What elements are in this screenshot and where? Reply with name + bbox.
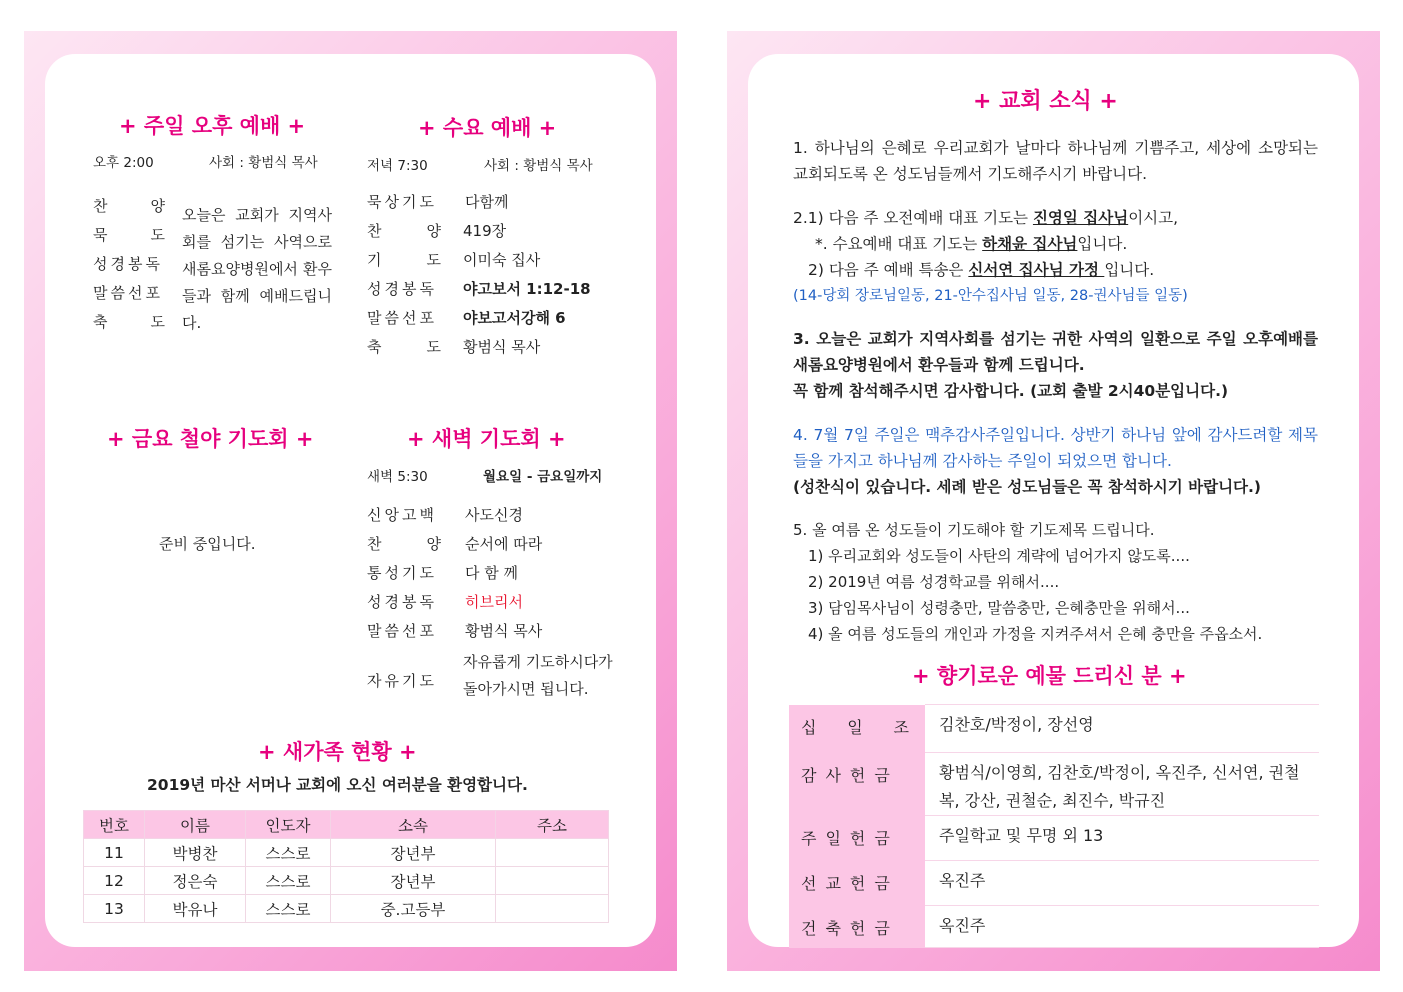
sunday-label-2: 성경봉독 xyxy=(93,255,163,273)
dawn-item: 신앙고백 사도신경 xyxy=(367,506,523,524)
sunday-label-1: 묵 도 xyxy=(93,226,165,244)
col-header: 소속 xyxy=(331,811,496,839)
right-page xyxy=(727,31,1380,971)
wednesday-title: + 수요 예배 + xyxy=(418,116,557,140)
friday-note: 준비 중입니다. xyxy=(159,535,256,553)
table-row: 13 박유나 스스로 중.고등부 xyxy=(84,895,609,923)
sunday-order-labels xyxy=(93,192,165,337)
news-item-3: 3. 오늘은 교회가 지역사회를 섬기는 귀한 사역의 일환으로 주일 오후예배를 새롬요양병원에서 환우들과 함께 드립니다. 꼭 함께 참석해주시면 감사합니다. (교회 출발 2시40분입니다.) xyxy=(793,330,1318,400)
table-row xyxy=(789,861,1319,906)
dawn-item: 말씀선포 황범식 목사 xyxy=(367,622,543,640)
wednesday-item: 찬 양 419장 xyxy=(367,222,507,240)
prayer-item: 3) 담임목사님이 성령충만, 말씀충만, 은혜충만을 위해서... xyxy=(808,599,1190,617)
wednesday-item: 말씀선포 야보고서강해 6 xyxy=(367,309,566,327)
offering-label: 선교헌금 xyxy=(789,861,925,906)
prayer-item: 2) 2019년 여름 성경학교를 위해서.... xyxy=(808,573,1060,591)
dawn-item: 통성기도 다 함 께 xyxy=(367,564,519,582)
dawn-item: 성경봉독 히브리서 xyxy=(367,593,523,611)
dawn-days: 월요일 - 금요일까지 xyxy=(483,469,603,485)
table-row xyxy=(789,705,1319,753)
sunday-message: 오늘은 교회가 지역사회를 섬기는 사역으로 새롬요양병원에서 환우들과 함께 예배드립니다. xyxy=(182,206,332,332)
dawn-title: + 새벽 기도회 + xyxy=(407,427,566,451)
offering-value: 주일학교 및 무명 외 13 xyxy=(925,816,1319,861)
col-header: 이름 xyxy=(145,811,246,839)
wednesday-time: 저녁 7:30 xyxy=(367,158,428,174)
news-title: + 교회 소식 + xyxy=(973,89,1118,114)
offering-label: 주일헌금 xyxy=(789,816,925,861)
offerings-table xyxy=(789,704,1319,948)
sunday-label-0: 찬 양 xyxy=(93,197,165,215)
table-header-row xyxy=(84,811,609,839)
offering-value: 옥진주 xyxy=(925,861,1319,906)
news-item-1: 1. 하나님의 은혜로 우리교회가 날마다 하나님께 기쁨주고, 세상에 소망되는 교회되도록 온 성도님들께서 기도해주시기 바랍니다. xyxy=(793,139,1318,183)
sunday-title: + 주일 오후 예배 + xyxy=(119,114,306,138)
newfamily-title: + 새가족 현황 + xyxy=(258,740,417,764)
wednesday-item: 묵상기도 다함께 xyxy=(367,193,509,211)
dawn-item: 자유기도 자유롭게 기도하시다가 돌아가시면 됩니다. xyxy=(367,653,613,698)
col-header: 번호 xyxy=(84,811,145,839)
offering-label: 십 일 조 xyxy=(801,717,909,737)
dawn-time: 새벽 5:30 xyxy=(367,469,428,485)
table-row xyxy=(789,816,1319,861)
newfamily-welcome: 2019년 마산 서머나 교회에 오신 여러분을 환영합니다. xyxy=(147,776,528,794)
offering-value: 황범식/이영희, 김찬호/박정이, 옥진주, 신서연, 권철복, 강산, 권철순, 최진수, 박규진 xyxy=(925,753,1319,816)
offering-label: 건축헌금 xyxy=(789,906,925,948)
prayer-item: 1) 우리교회와 성도들이 사탄의 계략에 넘어가지 않도록.... xyxy=(808,547,1190,565)
sunday-time: 오후 2:00 xyxy=(93,155,154,171)
friday-title: + 금요 철야 기도회 + xyxy=(107,427,314,451)
news-item-4: 4. 7월 7일 주일은 맥추감사주일입니다. 상반기 하나님 앞에 감사드려할 제목들을 가지고 하나님께 감사하는 주일이 되었으면 합니다. (성찬식이 있습니다. 세례 받은 성도님들은 꼭 참석하시기 바랍니다.) xyxy=(793,426,1318,496)
news-item-2: 2.1) 다음 주 오전예배 대표 기도는 진영일 집사님이시고, *. 수요예배 대표 기도는 하채윤 집사님입니다. 2) 다음 주 예배 특송은 신서연 집사님 가정 입니다. (14-당회 장로님일동, 21-안수집사님 일동, 28-권사님들 일동) xyxy=(793,209,1188,304)
wednesday-item: 성경봉독 야고보서 1:12-18 xyxy=(367,280,591,298)
wednesday-item: 축 도 황범식 목사 xyxy=(367,338,541,356)
offerings-title: + 향기로운 예물 드리신 분 + xyxy=(912,664,1187,688)
prayer-item: 4) 올 여름 성도들의 개인과 가정을 지켜주셔서 은혜 충만을 주옵소서. xyxy=(808,625,1263,643)
table-row xyxy=(789,906,1319,948)
offering-value: 김찬호/박정이, 장선영 xyxy=(925,705,1319,753)
wednesday-leader: 사회 : 황범식 목사 xyxy=(484,158,593,174)
sunday-label-4: 축 도 xyxy=(93,313,165,331)
sunday-leader: 사회 : 황범식 목사 xyxy=(209,155,318,171)
left-card xyxy=(45,54,656,947)
newfamily-table xyxy=(83,810,609,923)
sunday-label-3: 말씀선포 xyxy=(93,284,163,302)
table-row: 12 정은숙 스스로 장년부 xyxy=(84,867,609,895)
wednesday-item: 기 도 이미숙 집사 xyxy=(367,251,541,269)
dawn-item: 찬 양 순서에 따라 xyxy=(367,535,543,553)
offering-value: 옥진주 xyxy=(925,906,1319,948)
offering-label: 감사헌금 xyxy=(789,753,925,816)
col-header: 인도자 xyxy=(246,811,331,839)
left-page xyxy=(24,31,677,971)
news-item-5: 5. 올 여름 온 성도들이 기도해야 할 기도제목 드립니다. 1) 우리교회와 성도들이 사탄의 계략에 넘어가지 않도록.... 2) 2019년 여름 성경학교를 위해서.... 3) 담임목사님이 성령충만, 말씀충만, 은혜충만을 위해서... 4) 올 여름 성도들의 개인과 가정을 지켜주셔서 은혜 충만을 주옵소서. xyxy=(793,517,1318,647)
table-row xyxy=(789,753,1319,816)
col-header: 주소 xyxy=(496,811,609,839)
table-row: 11 박병찬 스스로 장년부 xyxy=(84,839,609,867)
right-card xyxy=(748,54,1359,947)
